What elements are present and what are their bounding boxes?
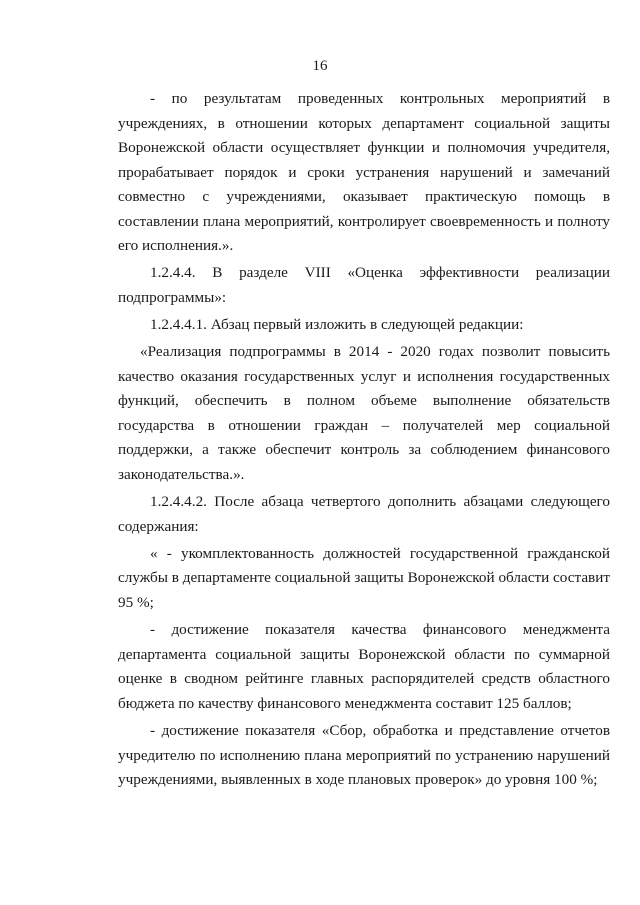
paragraph-implementation-quote: «Реализация подпрограммы в 2014 - 2020 годах позволит повысить качество оказания государственных услуг и исполнения государственных функций, обеспечить в полном объеме выполнение обязательств государства в отношении граждан – получателей мер социальной поддержки, а также обеспечит контроль за соблюдением финансового законодательства.». <box>118 343 610 483</box>
paragraph-after-fourth: 1.2.4.4.2. После абзаца четвертого дополнить абзацами следующего содержания: <box>118 493 610 535</box>
paragraph-control-measures: - по результатам проведенных контрольных мероприятий в учреждениях, в отношении которых департамент социальной защиты Воронежской области осуществляет функции и полномочия учредителя, прорабатывает порядок и сроки устранения нарушений и замечаний совместно с учреждениями, оказывает практическую помощь в составлении плана мероприятий, контролирует своевременность и полноту его исполнения.». <box>118 90 610 254</box>
paragraph-reports: - достижение показателя «Сбор, обработка и представление отчетов учредителю по исполнению плана мероприятий по устранению нарушений учреждениями, выявленных в ходе плановых проверок» до уровня 100 %; <box>118 722 610 789</box>
paragraph-section-viii: 1.2.4.4. В разделе VIII «Оценка эффективности реализации подпрограммы»: <box>118 264 610 306</box>
paragraph-staffing: « - укомплектованность должностей государственной гражданской службы в департаменте социальной защиты Воронежской области составит 95 %; <box>118 544 610 611</box>
paragraph-first-abzac: 1.2.4.4.1. Абзац первый изложить в следующей редакции: <box>150 316 524 334</box>
page-number: 16 <box>312 58 328 74</box>
document-body <box>118 87 610 793</box>
paragraph-financial-management: - достижение показателя качества финансового менеджмента департамента социальной защиты Воронежской области по суммарной оценке в сводном рейтинге главных распорядителей средств областного бюджета по качеству финансового менеджмента составит 125 баллов; <box>118 621 610 712</box>
